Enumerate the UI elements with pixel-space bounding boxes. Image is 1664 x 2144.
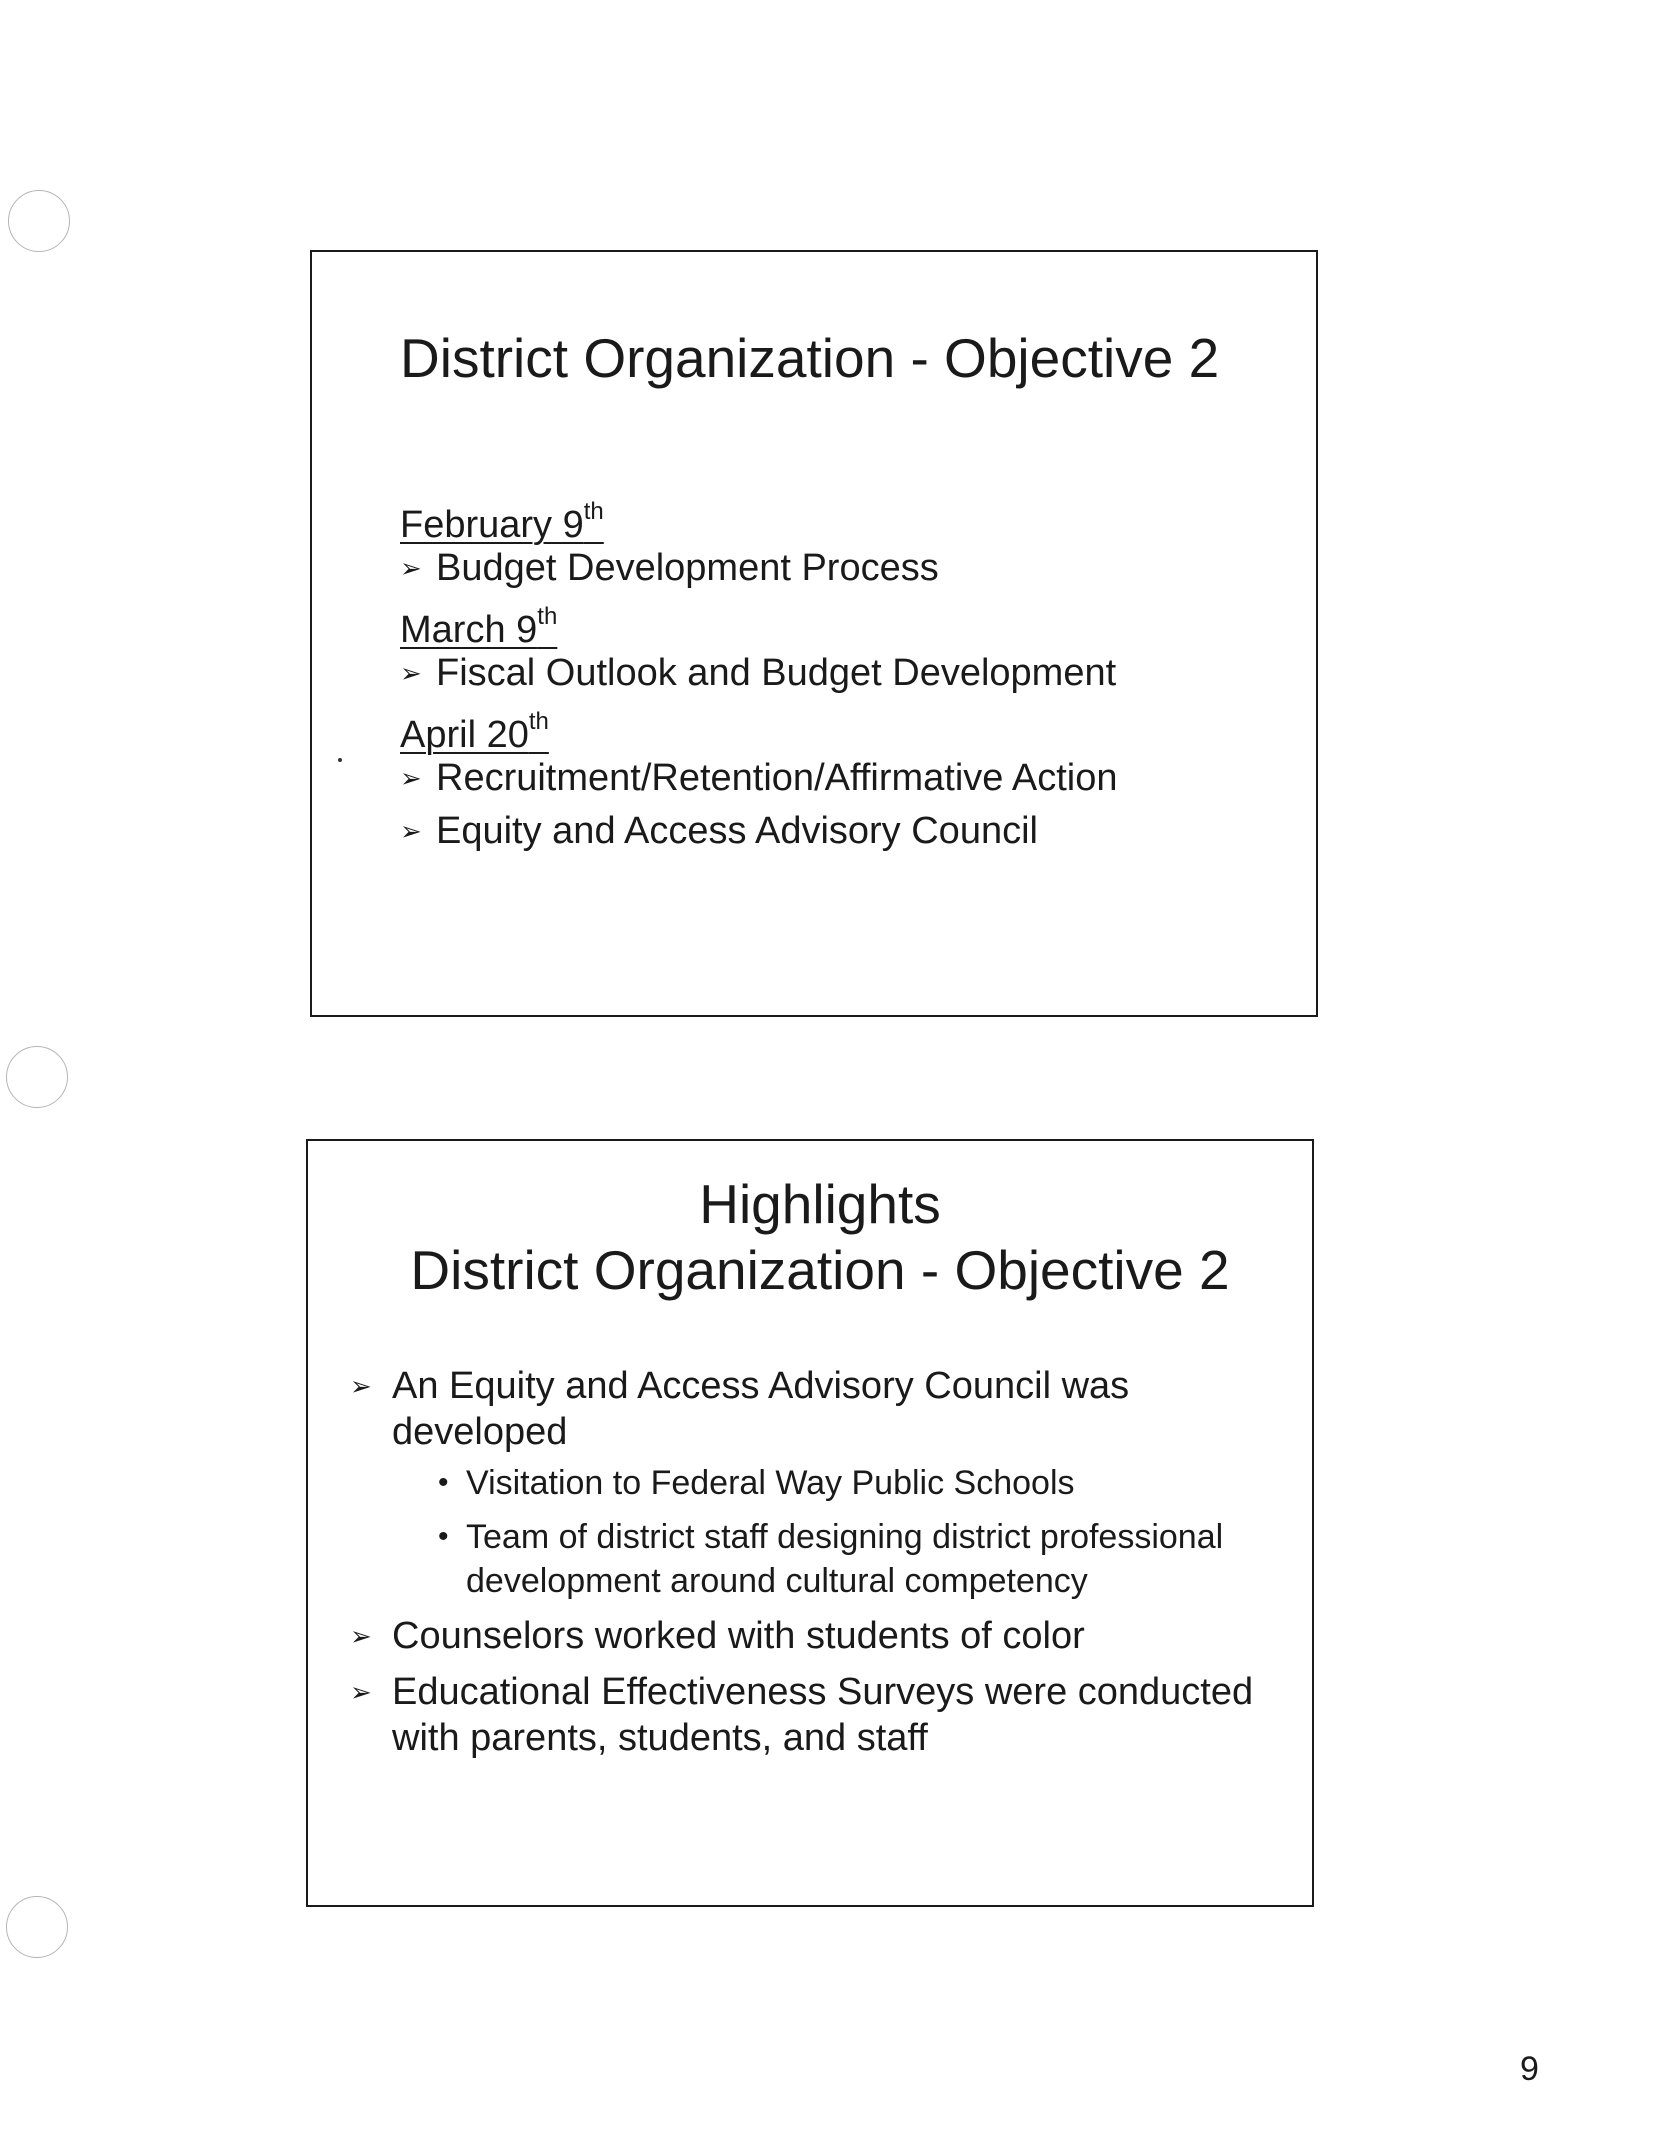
highlight-subitem	[436, 1515, 1282, 1603]
agenda-date-text: March 9	[400, 608, 538, 651]
agenda-item	[400, 647, 1296, 700]
dot-bullet-icon: •	[438, 1520, 449, 1553]
highlight-subitem-text: Team of district staff designing district professional development around cultural competency	[466, 1518, 1224, 1600]
highlight-item-text: Counselors worked with students of color	[392, 1615, 1085, 1657]
slide-highlights	[306, 1139, 1314, 1907]
highlight-sublist	[392, 1461, 1282, 1603]
highlight-item	[350, 1669, 1282, 1761]
dot-bullet-icon: •	[438, 1466, 449, 1499]
slide2-title-line2: District Organization - Objective 2	[410, 1239, 1230, 1301]
slide1-title: District Organization - Objective 2	[400, 327, 1220, 389]
agenda-date-text: February 9	[400, 503, 584, 546]
highlight-item-text: Educational Effectiveness Surveys were conducted with parents, students, and staff	[392, 1671, 1254, 1759]
highlight-item-text: An Equity and Access Advisory Council was developed	[392, 1365, 1130, 1453]
agenda-item	[400, 542, 1296, 595]
punch-hole-bottom	[6, 1896, 68, 1958]
agenda-date	[400, 595, 1296, 651]
arrowhead-bullet-icon: ➢	[350, 1371, 372, 1401]
highlight-item	[350, 1613, 1282, 1659]
punch-hole-middle	[6, 1046, 68, 1108]
agenda-item	[400, 752, 1296, 805]
slide2-title-line1: Highlights	[699, 1173, 941, 1235]
arrowhead-bullet-icon: ➢	[350, 1621, 372, 1651]
arrowhead-bullet-icon: ➢	[350, 1677, 372, 1707]
agenda-date	[400, 490, 1296, 546]
agenda-item-text: Equity and Access Advisory Council	[436, 810, 1038, 852]
date-suffix: th	[528, 708, 549, 735]
agenda-item	[400, 805, 1296, 858]
agenda-date	[400, 700, 1296, 756]
agenda-item-text: Fiscal Outlook and Budget Development	[436, 652, 1117, 694]
agenda-date-text: April 20	[400, 713, 529, 756]
slide-agenda	[310, 250, 1318, 1017]
agenda-item-text: Recruitment/Retention/Affirmative Action	[436, 757, 1118, 799]
scan-speck	[338, 758, 342, 762]
agenda-list	[400, 490, 1296, 858]
page-number: 9	[1520, 2050, 1539, 2088]
highlight-item	[350, 1363, 1282, 1603]
punch-hole-top	[8, 190, 70, 252]
slide2-title	[308, 1171, 1312, 1303]
highlights-list	[350, 1363, 1282, 1771]
arrowhead-bullet-icon: ➢	[400, 816, 422, 846]
date-suffix: th	[583, 498, 604, 525]
arrowhead-bullet-icon: ➢	[400, 553, 422, 583]
arrowhead-bullet-icon: ➢	[400, 763, 422, 793]
agenda-item-text: Budget Development Process	[436, 547, 939, 589]
highlight-subitem	[436, 1461, 1282, 1505]
arrowhead-bullet-icon: ➢	[400, 658, 422, 688]
date-suffix: th	[537, 603, 558, 630]
highlight-subitem-text: Visitation to Federal Way Public Schools	[466, 1464, 1075, 1502]
